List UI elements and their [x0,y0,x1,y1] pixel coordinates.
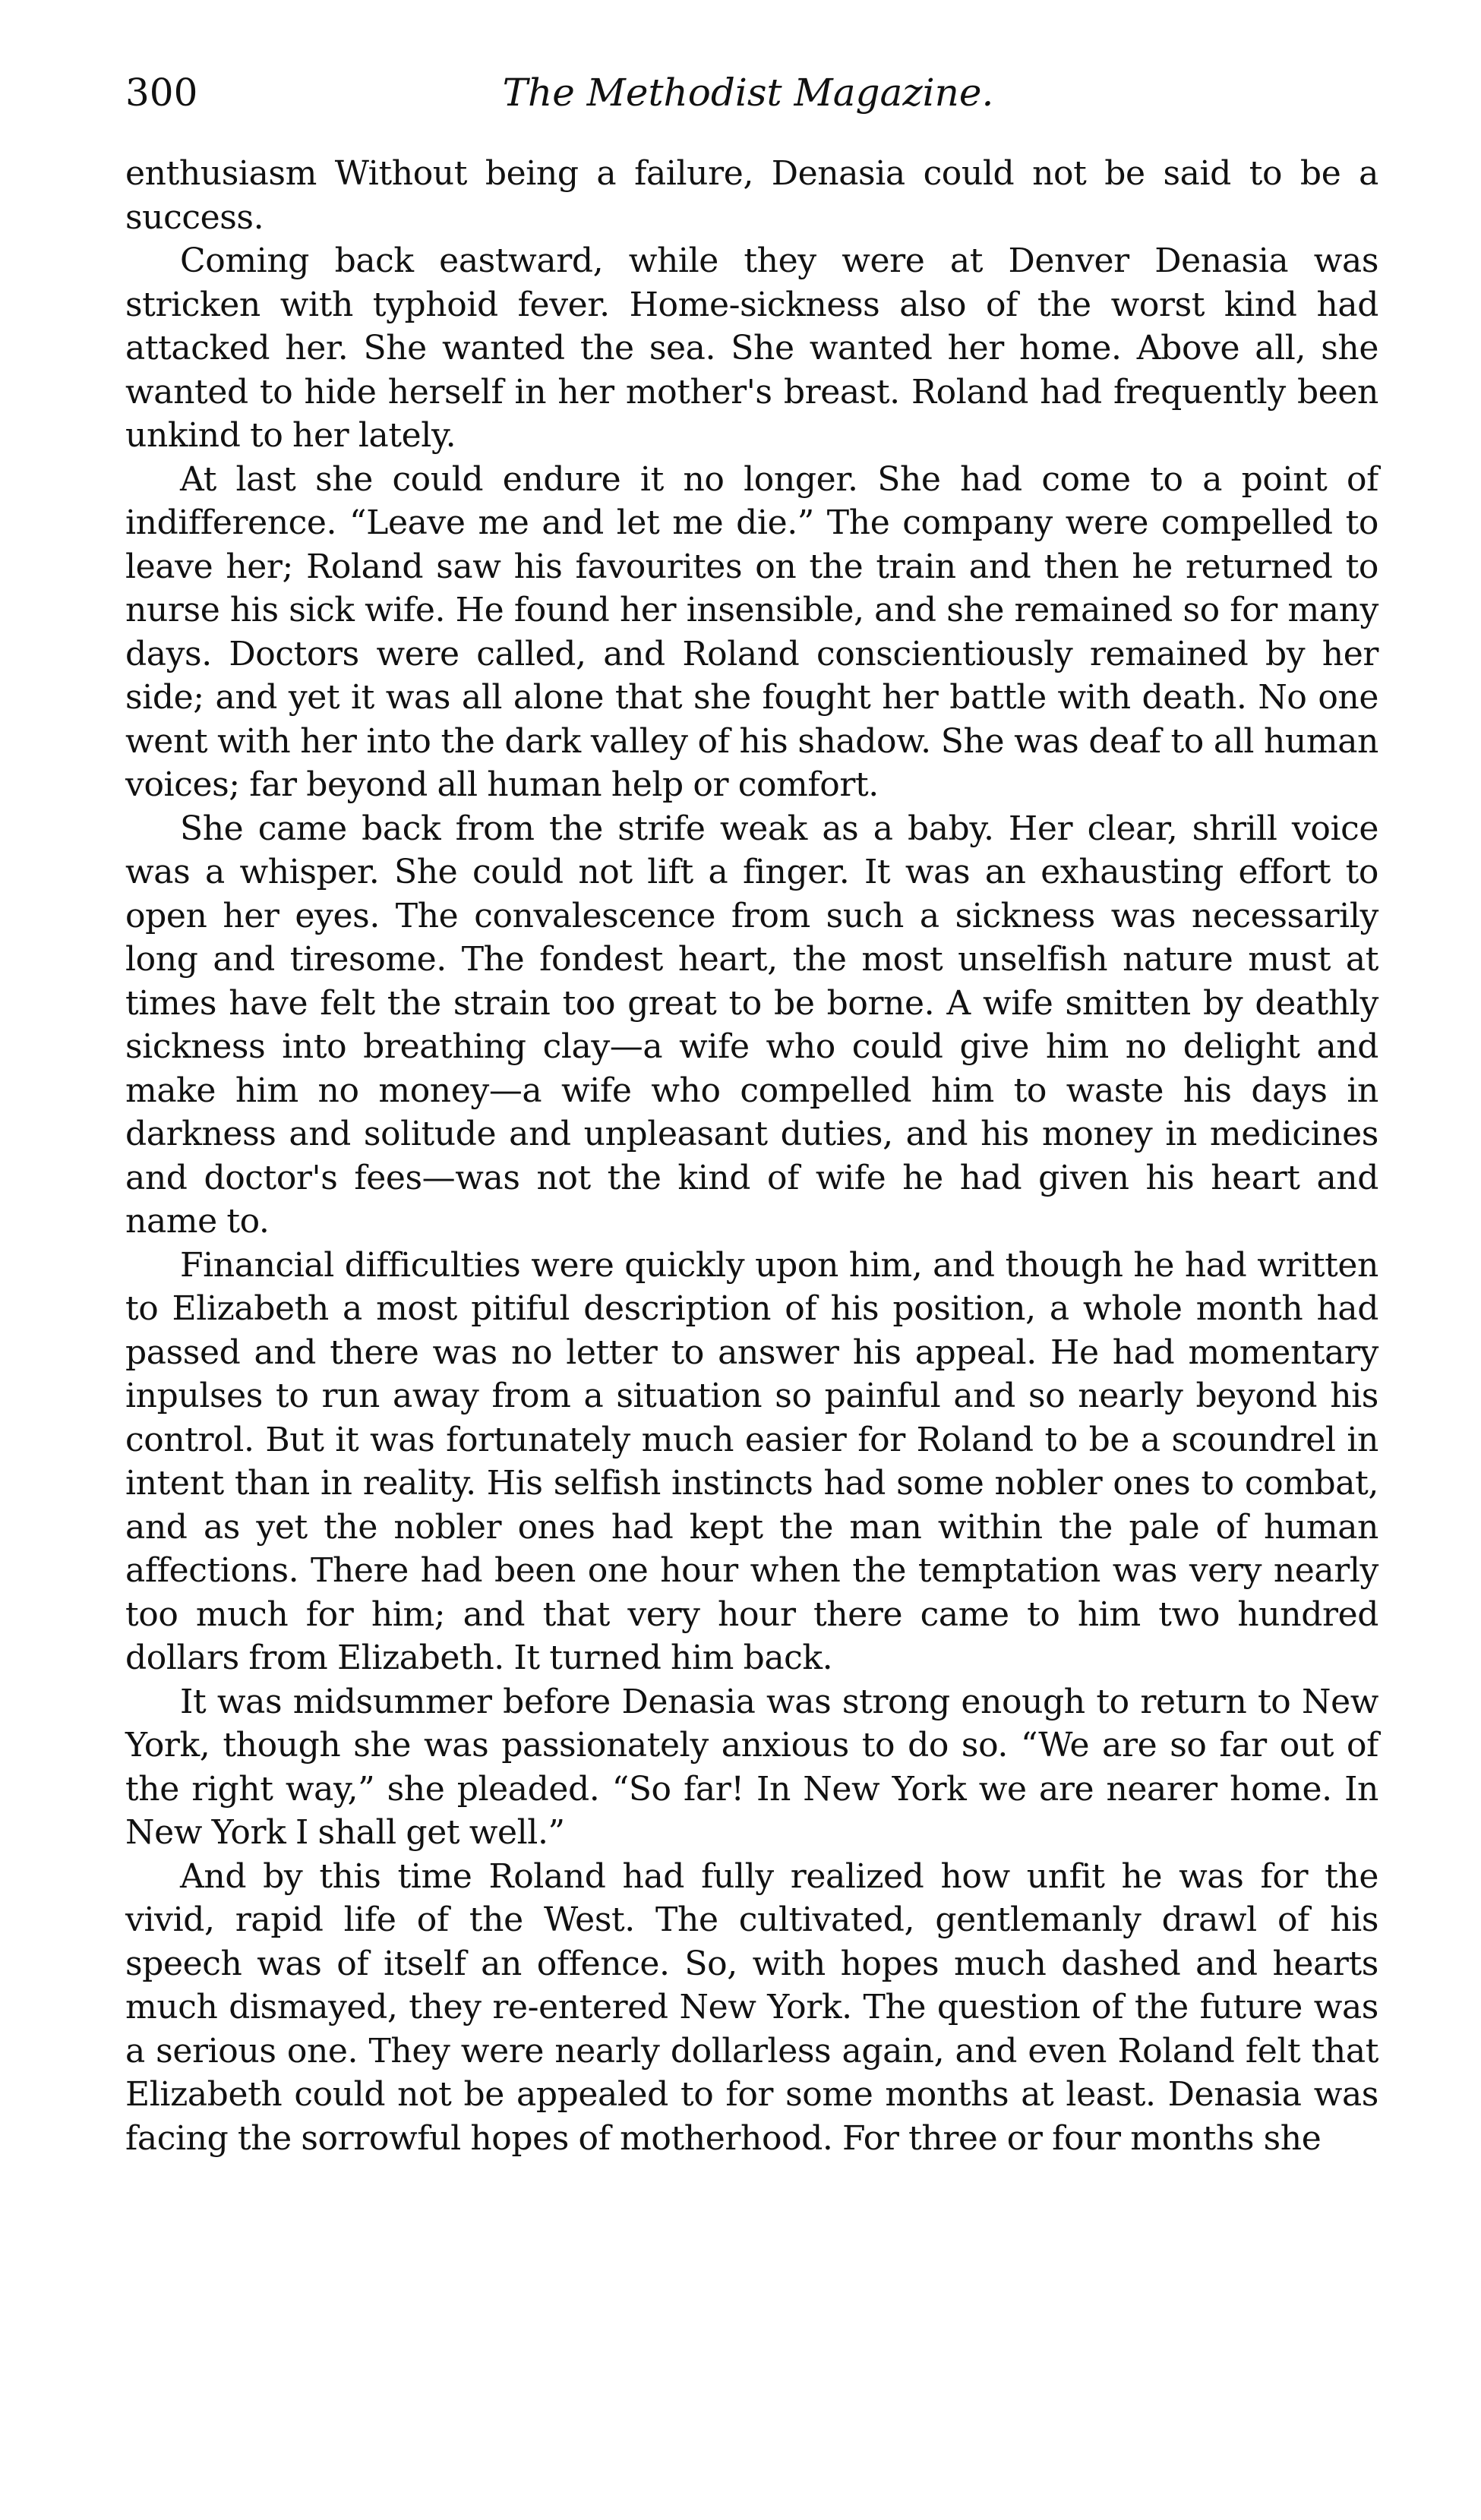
paragraph-7: And by this time Roland had fully realized how unfit he was for the vivid, rapid life of the West. The cultivated, gentlemanly drawl of his speech was of itself an offence. So, with hopes much dashed and hearts much dismayed, they re-entered New York. The question of the future was a serious one. They were nearly dollarless again, and even Roland felt that Elizabeth could not be appealed to for some months at least. Denasia was facing the sorrowful hopes of motherhood. For three or four months she [125,1856,1378,2158]
running-title: The Methodist Magazine. [502,71,994,115]
paragraph-2: Coming back eastward, while they were at Denver Denasia was stricken with typhoid fever. Home-sickness also of the worst kind had attacked her. She wanted the sea. She wanted her home. Above all, she wanted to hide herself in her mother's breast. Roland had frequently been unkind to her lately. [125,241,1378,455]
paragraph-1: enthusiasm Without being a failure, Denasia could not be said to be a success. [125,154,1378,237]
paragraph-6: It was midsummer before Denasia was strong enough to return to New York, though she was passionately anxious to do so. “We are so far out of the right way,” she pleaded. “So far! In New York we are nearer home. In New York I shall get well.” [125,1682,1378,1852]
page-number: 300 [125,71,198,115]
article-body [125,152,1378,2160]
page-header [125,62,1371,131]
paragraph-4: She came back from the strife weak as a baby. Her clear, shrill voice was a whisper. She could not lift a finger. It was an exhausting effort to open her eyes. The convalescence from such a sickness was necessarily long and tiresome. The fondest heart, the most unselfish nature must at times have felt the strain too great to be borne. A wife smitten by deathly sickness into breathing clay—a wife who could give him no delight and make him no money—a wife who compelled him to waste his days in darkness and solitude and unpleasant duties, and his money in medicines and doctor's fees—was not the kind of wife he had given his heart and name to. [125,809,1378,1241]
paragraph-3: At last she could endure it no longer. She had come to a point of indifference. “Leave me and let me die.” The company were compelled to leave her; Roland saw his favourites on the train and then he returned to nurse his sick wife. He found her insensible, and she remained so for many days. Doctors were called, and Roland conscientiously remained by her side; and yet it was all alone that she fought her battle with death. No one went with her into the dark valley of his shadow. She was deaf to all human voices; far beyond all human help or comfort. [125,459,1378,804]
paragraph-5: Financial difficulties were quickly upon him, and though he had written to Elizabeth a most pitiful description of his position, a whole month had passed and there was no letter to answer his appeal. He had momentary inpulses to run away from a situation so painful and so nearly beyond his control. But it was fortunately much easier for Roland to be a scoundrel in intent than in reality. His selfish instincts had some nobler ones to combat, and as yet the nobler ones had kept the man within the pale of human affections. There had been one hour when the temptation was very nearly too much for him; and that very hour there came to him two hundred dollars from Elizabeth. It turned him back. [125,1245,1378,1677]
